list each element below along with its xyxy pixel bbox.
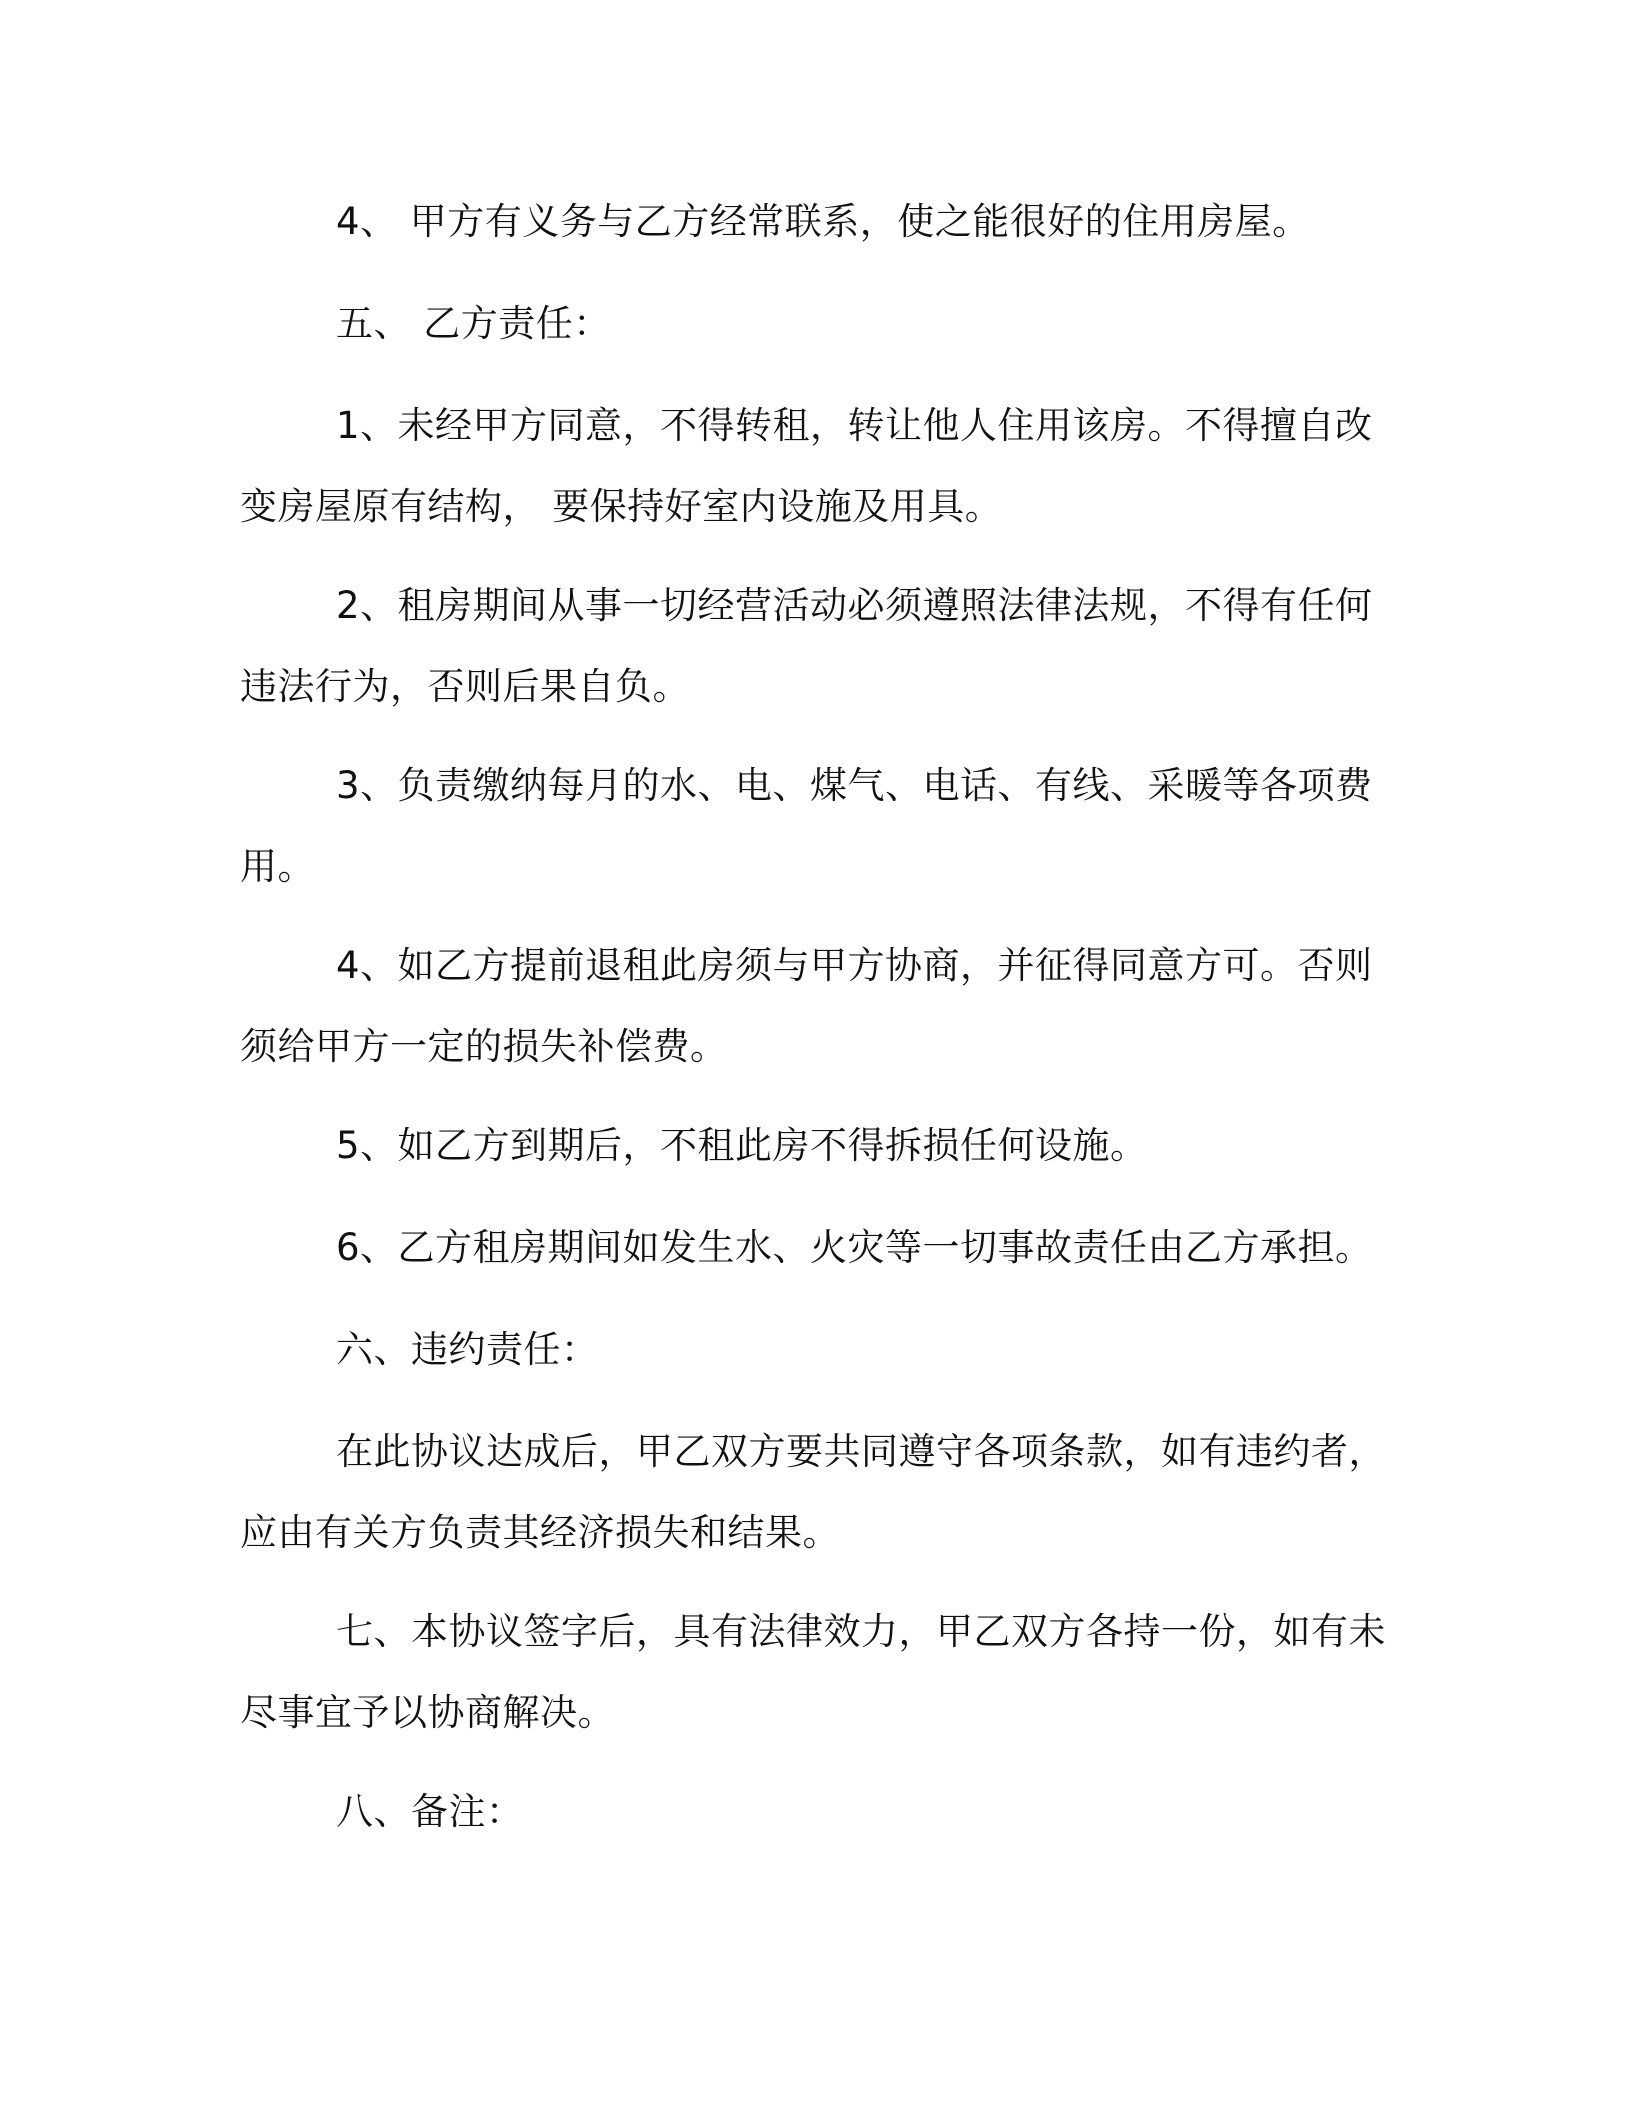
section-heading: 五、 乙方责任： <box>336 302 611 345</box>
clause-paragraph: 4、如乙方提前退租此房须与甲方协商，并征得同意方可。否则须给甲方一定的损失补偿费。 <box>240 944 1373 1068</box>
clause-paragraph: 3、负责缴纳每月的水、电、煤气、电话、有线、采暖等各项费用。 <box>240 764 1373 888</box>
clause-paragraph: 5、如乙方到期后，不租此房不得拆损任何设施。 <box>336 1124 1148 1167</box>
section-heading: 六、违约责任： <box>336 1328 599 1371</box>
clause-paragraph: 在此协议达成后，甲乙双方要共同遵守各项条款，如有违约者，应由有关方负责其经济损失和结果。 <box>240 1430 1386 1554</box>
clause-paragraph: 6、乙方租房期间如发生水、火灾等一切事故责任由乙方承担。 <box>336 1226 1373 1269</box>
clause-paragraph: 七、本协议签字后，具有法律效力，甲乙双方各持一份，如有未尽事宜予以协商解决。 <box>240 1610 1386 1734</box>
clause-paragraph: 4、 甲方有义务与乙方经常联系，使之能很好的住用房屋。 <box>336 200 1310 243</box>
clause-paragraph: 2、租房期间从事一切经营活动必须遵照法律法规，不得有任何违法行为，否则后果自负。 <box>240 584 1373 708</box>
clause-paragraph: 1、未经甲方同意，不得转租，转让他人住用该房。不得擅自改变房屋原有结构， 要保持好室内设施及用具。 <box>240 404 1373 528</box>
section-heading: 八、备注： <box>336 1790 524 1833</box>
